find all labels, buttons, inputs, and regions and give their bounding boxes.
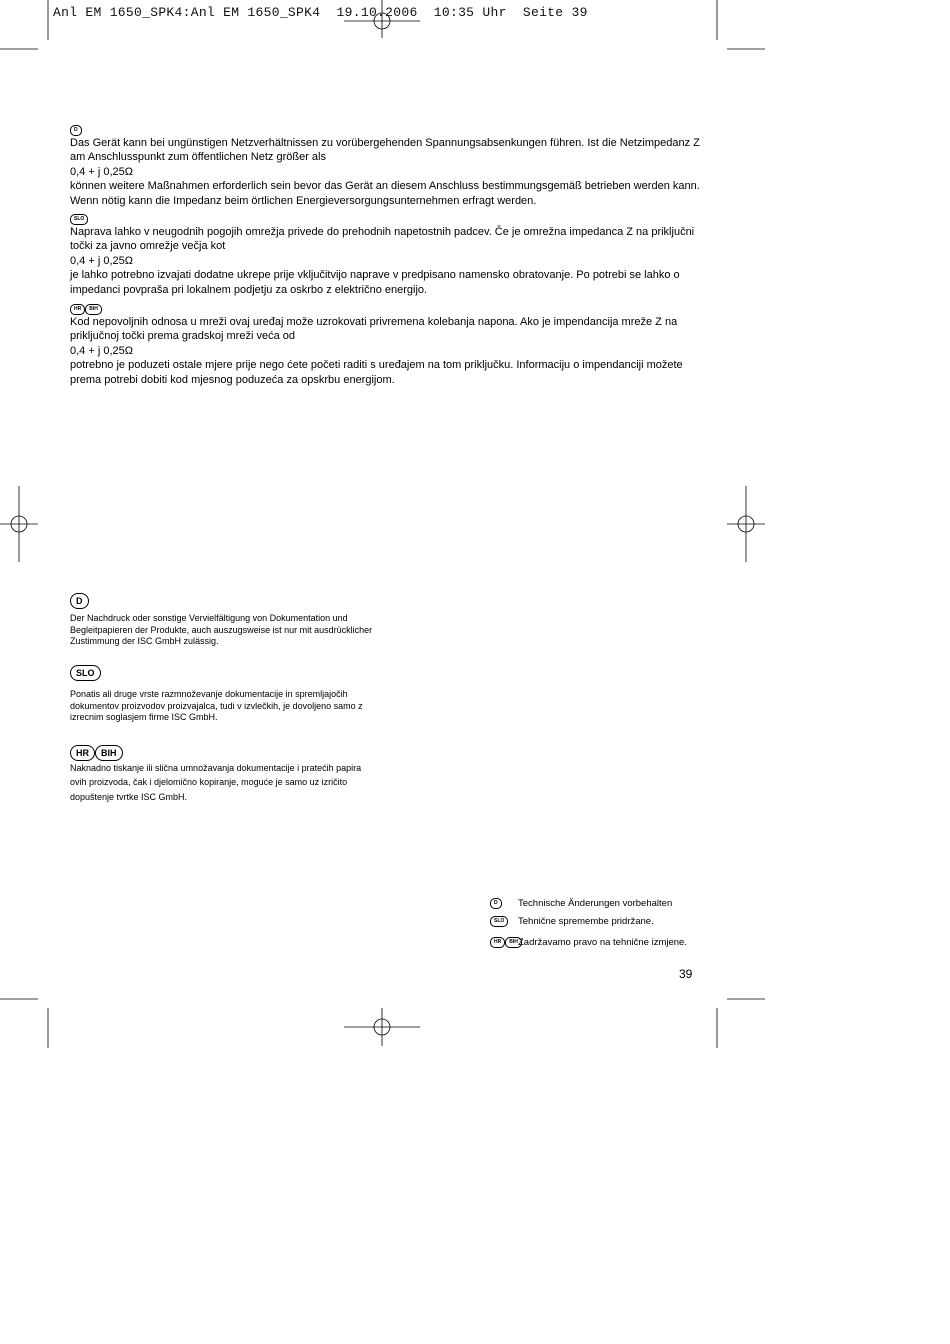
technical-change-text: Technische Änderungen vorbehalten (518, 898, 673, 909)
lang-badge-bih: BIH (95, 745, 123, 761)
impedance-value: 0,4 + j 0,25Ω (70, 344, 133, 357)
lang-badge-hr: HR (70, 304, 85, 315)
notice-text: je lahko potrebno izvajati dodatne ukrepe prije vključitvijo naprave v predpisano namensko obratovanje. Po potrebi se lahko o impedanci povpraša pri lokalnem podjetju za oskrbo z električno energijo. (70, 269, 680, 296)
notice-text: potrebno je poduzeti ostale mjere prije nego ćete početi raditi s uređajem na tom priključku. Informaciju o impendanciji možete prema potrebi dobiti kod mjesnog poduzeća za opskrbu energijom. (70, 359, 683, 386)
lang-badge-bih: BIH (505, 937, 522, 948)
copyright-hr-bih (70, 745, 380, 804)
copyright-text: Ponatis ali druge vrste razmnoževanje dokumentacije in spremljajočih dokumentov proizvodov proizvajalca, tudi v izvlečkih, je dovoljeno samo z izrecnim soglasjem firme ISC GmbH. (70, 689, 363, 723)
lang-badge-bih: BIH (85, 304, 102, 315)
technical-change-text: Tehnične spremembe pridržane. (518, 916, 654, 927)
notice-d (70, 123, 710, 208)
lang-badge-slo: SLO (70, 214, 88, 225)
copyright-slo (70, 665, 380, 724)
impedance-value: 0,4 + j 0,25Ω (70, 254, 133, 267)
notice-text: Kod nepovoljnih odnosa u mreži ovaj uređaj može uzrokovati privremena kolebanja napona. Ako je impendancija mreže Z na priključnoj točki prema gradskoj mreži veća od (70, 316, 678, 343)
copyright-text: Naknadno tiskanje ili slična umnožavanja dokumentacije i pratećih papira ovih proizvoda, čak i djelomično kopiranje, moguće je samo uz izričito dopuštenje tvrtke ISC GmbH. (70, 763, 362, 802)
lang-badge-d: D (70, 125, 82, 136)
notice-text: Naprava lahko v neugodnih pogojih omrežja privede do prehodnih napetostnih padcev. Če je omrežna impedanca Z na priključni točki za javno omrežje večja kot (70, 226, 695, 253)
copyright-text: Der Nachdruck oder sonstige Vervielfältigung von Dokumentation und Begleitpapieren der Produkte, auch auszugsweise ist nur mit ausdrücklicher Zustimmung der ISC GmbH zulässig. (70, 613, 373, 647)
lang-badge-slo: SLO (490, 916, 508, 927)
notice-text: Das Gerät kann bei ungünstigen Netzverhältnissen zu vorübergehenden Spannungsabsenkungen führen. Ist die Netzimpedanz Z am Anschlusspunkt zum öffentlichen Netz größer als (70, 137, 700, 164)
lang-badge-d: D (490, 898, 502, 909)
notice-slo (70, 212, 710, 297)
print-slug: Anl EM 1650_SPK4:Anl EM 1650_SPK4 19.10.2006 10:35 Uhr Seite 39 (53, 5, 588, 20)
lang-badge-d: D (70, 593, 89, 609)
lang-badge-slo: SLO (70, 665, 101, 681)
copyright-d (70, 593, 380, 648)
technical-change-d (490, 898, 673, 909)
technical-change-hr-bih (490, 937, 687, 948)
page-number: 39 (679, 967, 693, 981)
lang-badge-hr: HR (70, 745, 95, 761)
notice-text: können weitere Maßnahmen erforderlich sein bevor das Gerät an diesem Anschluss bestimmungsgemäß betrieben werden kann. Wenn nötig kann die Impedanz beim örtlichen Energieversorgungsunternehmen erfragt werden. (70, 180, 700, 207)
technical-change-slo (490, 916, 654, 927)
lang-badge-hr: HR (490, 937, 505, 948)
technical-change-text: Zadržavamo pravo na tehnične izmjene. (518, 937, 687, 948)
impedance-value: 0,4 + j 0,25Ω (70, 165, 133, 178)
notice-hr-bih (70, 302, 710, 387)
